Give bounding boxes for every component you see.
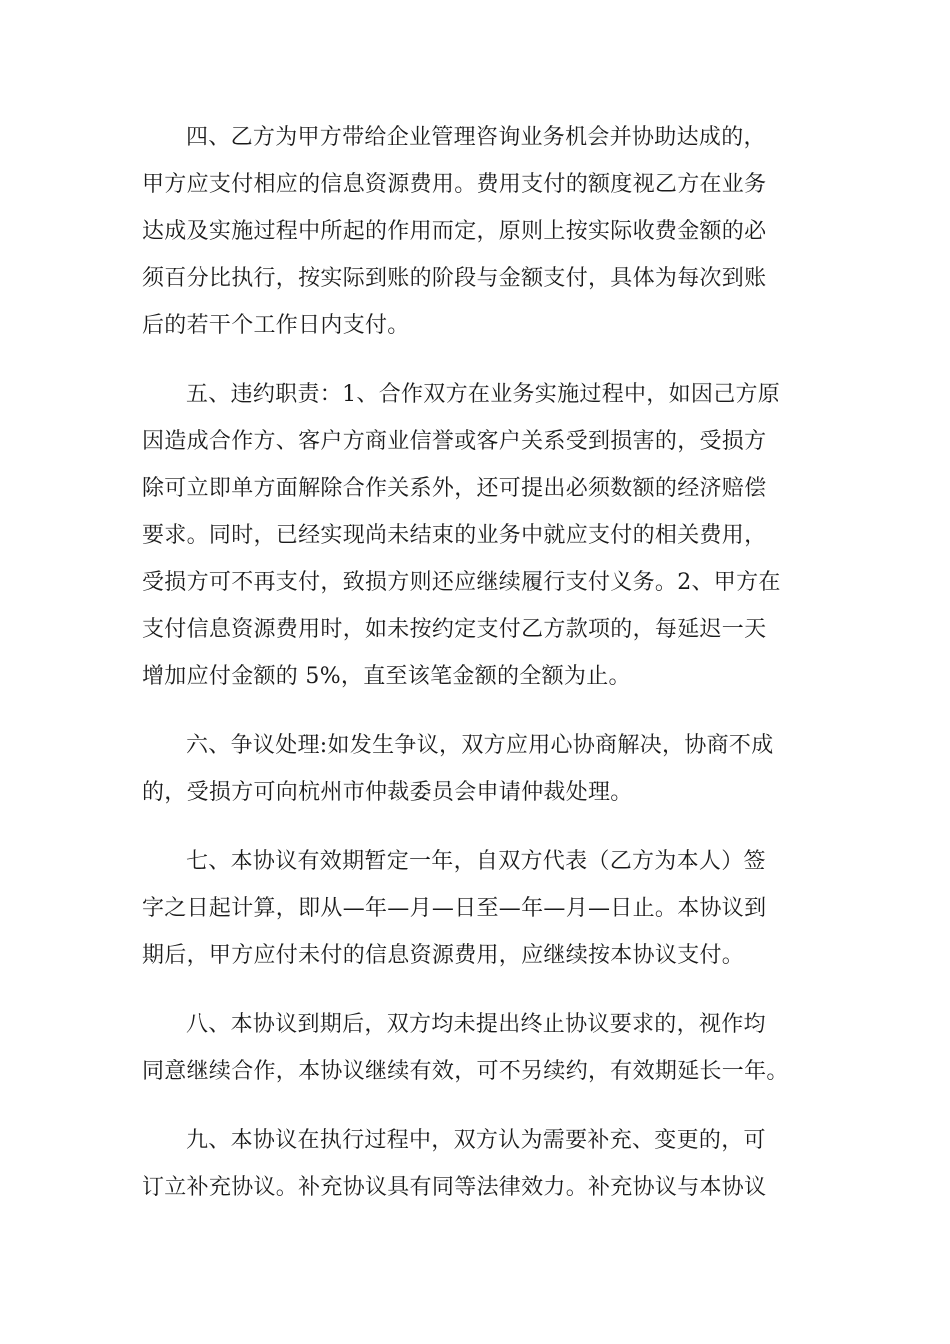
text-line: 订立补充协议。补充协议具有同等法律效力。补充协议与本协议	[142, 1175, 767, 1200]
clause-7-paragraph	[142, 838, 808, 979]
text-line: 受损方可不再支付，致损方则还应继续履行支付义务。2、甲方在	[142, 570, 781, 595]
text-line: 因造成合作方、客户方商业信誉或客户关系受到损害的，受损方	[142, 429, 767, 454]
text-line: 要求。同时，已经实现尚未结束的业务中就应支付的相关费用，	[142, 523, 767, 548]
text-line: 后的若干个工作日内支付。	[142, 313, 410, 338]
text-line: 六、争议处理:如发生争议，双方应用心协商解决，协商不成	[186, 733, 774, 758]
clause-6-paragraph	[142, 722, 808, 816]
document-body	[142, 114, 808, 1233]
clause-5-paragraph	[142, 371, 808, 700]
text-line: 除可立即单方面解除合作关系外，还可提出必须数额的经济赔偿	[142, 476, 767, 501]
text-line: 须百分比执行，按实际到账的阶段与金额支付，具体为每次到账	[142, 266, 767, 291]
text-line: 七、本协议有效期暂定一年，自双方代表（乙方为本人）签	[186, 849, 766, 874]
text-line: 的，受损方可向杭州市仲裁委员会申请仲裁处理。	[142, 780, 633, 805]
text-line: 五、违约职责：1、合作双方在业务实施过程中，如因己方原	[186, 382, 781, 407]
clause-4-paragraph	[142, 114, 808, 349]
text-line: 期后，甲方应付未付的信息资源费用，应继续按本协议支付。	[142, 943, 745, 968]
text-line: 同意继续合作，本协议继续有效，可不另续约，有效期延长一年。	[142, 1059, 789, 1084]
text-line: 九、本协议在执行过程中，双方认为需要补充、变更的，可	[186, 1128, 766, 1153]
clause-9-paragraph	[142, 1117, 808, 1211]
clause-8-paragraph	[142, 1001, 808, 1095]
text-line: 达成及实施过程中所起的作用而定，原则上按实际收费金额的必	[142, 219, 767, 244]
text-line: 甲方应支付相应的信息资源费用。费用支付的额度视乙方在业务	[142, 172, 767, 197]
text-line: 增加应付金额的 5%，直至该笔金额的全额为止。	[142, 664, 631, 689]
text-line: 字之日起计算，即从—年—月—日至—年—月—日止。本协议到	[142, 896, 767, 921]
text-line: 八、本协议到期后，双方均未提出终止协议要求的，视作均	[186, 1012, 766, 1037]
text-line: 四、乙方为甲方带给企业管理咨询业务机会并协助达成的，	[186, 125, 766, 150]
text-line: 支付信息资源费用时，如未按约定支付乙方款项的，每延迟一天	[142, 617, 767, 642]
